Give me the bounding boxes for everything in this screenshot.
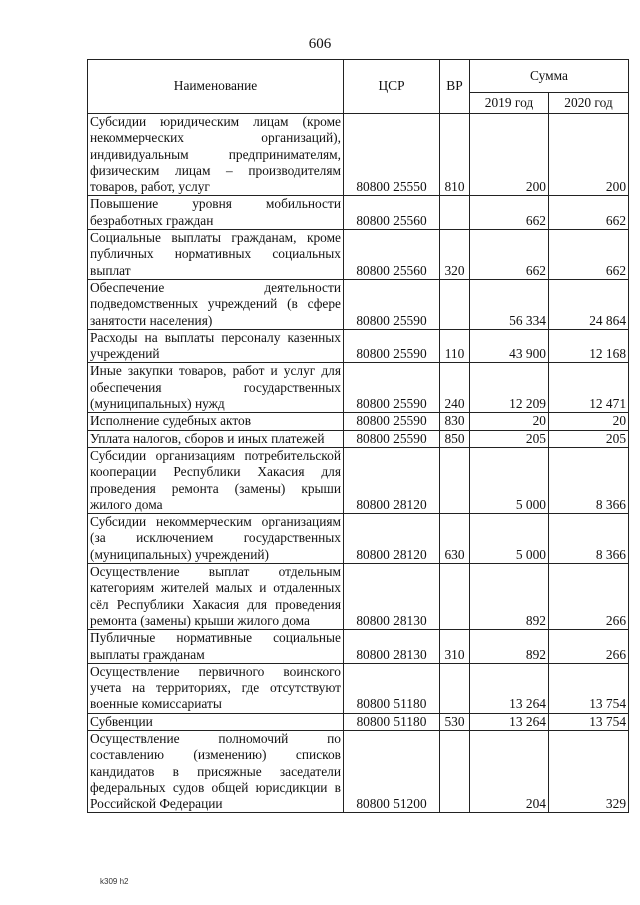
row-sum-2019: 12 209 (470, 363, 549, 413)
table-row (88, 279, 629, 329)
row-vr: 110 (440, 329, 470, 363)
table-row (88, 430, 629, 447)
row-name: Повышение уровня мобильности безработных граждан (88, 196, 344, 230)
row-vr: 240 (440, 363, 470, 413)
header-vr: ВР (440, 60, 470, 114)
page-number: 606 (308, 36, 332, 52)
row-csr: 80800 25590 (344, 430, 440, 447)
row-name: Исполнение судебных актов (88, 413, 344, 430)
row-vr (440, 447, 470, 513)
row-sum-2020: 662 (549, 230, 629, 280)
row-csr: 80800 28120 (344, 514, 440, 564)
table-row (88, 447, 629, 513)
table-row (88, 630, 629, 664)
row-name: Обеспечение деятельности подведомственных учреждений (в сфере занятости населения) (88, 279, 344, 329)
row-csr: 80800 25560 (344, 230, 440, 280)
row-csr: 80800 28120 (344, 447, 440, 513)
row-vr (440, 663, 470, 713)
table-row (88, 230, 629, 280)
row-vr (440, 279, 470, 329)
row-csr: 80800 25550 (344, 114, 440, 196)
row-name: Осуществление полномочий по составлению (изменению) списков кандидатов в присяжные заседатели федеральных судов общей юрисдикции в Российской Федерации (88, 730, 344, 812)
header-year-2020: 2020 год (549, 93, 629, 114)
table-row (88, 413, 629, 430)
row-vr: 530 (440, 713, 470, 730)
row-csr: 80800 25590 (344, 363, 440, 413)
row-vr: 320 (440, 230, 470, 280)
row-vr (440, 196, 470, 230)
row-sum-2019: 662 (470, 196, 549, 230)
row-sum-2020: 13 754 (549, 713, 629, 730)
header-sum: Сумма (470, 60, 629, 93)
row-sum-2019: 13 264 (470, 713, 549, 730)
header-name: Наименование (88, 60, 344, 114)
row-sum-2019: 56 334 (470, 279, 549, 329)
row-vr: 310 (440, 630, 470, 664)
row-sum-2020: 12 168 (549, 329, 629, 363)
row-sum-2019: 13 264 (470, 663, 549, 713)
row-name: Публичные нормативные социальные выплаты гражданам (88, 630, 344, 664)
row-name: Иные закупки товаров, работ и услуг для обеспечения государственных (муниципальных) нужд (88, 363, 344, 413)
row-sum-2020: 24 864 (549, 279, 629, 329)
row-sum-2020: 20 (549, 413, 629, 430)
row-sum-2020: 8 366 (549, 447, 629, 513)
row-sum-2019: 662 (470, 230, 549, 280)
row-csr: 80800 25590 (344, 279, 440, 329)
row-csr: 80800 25560 (344, 196, 440, 230)
row-sum-2020: 266 (549, 564, 629, 630)
row-name: Субвенции (88, 713, 344, 730)
table-row (88, 329, 629, 363)
budget-table (87, 59, 629, 813)
row-name: Субсидии юридическим лицам (кроме некоммерческих организаций), индивидуальным предпринимателям, физическим лицам – производителям товаров, работ, услуг (88, 114, 344, 196)
row-name: Осуществление выплат отдельным категориям жителей малых и отдаленных сёл Республики Хакасия для проведения ремонта (замены) крыши жилого дома (88, 564, 344, 630)
row-sum-2019: 5 000 (470, 514, 549, 564)
row-csr: 80800 51180 (344, 663, 440, 713)
row-sum-2020: 12 471 (549, 363, 629, 413)
row-vr: 830 (440, 413, 470, 430)
row-sum-2019: 43 900 (470, 329, 549, 363)
row-name: Уплата налогов, сборов и иных платежей (88, 430, 344, 447)
row-name: Субсидии организациям потребительской кооперации Республики Хакасия для проведения ремонта (замены) крыши жилого дома (88, 447, 344, 513)
table-row (88, 564, 629, 630)
row-csr: 80800 25590 (344, 329, 440, 363)
row-sum-2020: 13 754 (549, 663, 629, 713)
header-csr: ЦСР (344, 60, 440, 114)
table-row (88, 730, 629, 812)
row-vr (440, 564, 470, 630)
row-sum-2019: 5 000 (470, 447, 549, 513)
row-csr: 80800 28130 (344, 564, 440, 630)
table-row (88, 663, 629, 713)
row-sum-2019: 20 (470, 413, 549, 430)
row-csr: 80800 51200 (344, 730, 440, 812)
row-sum-2019: 204 (470, 730, 549, 812)
row-name: Осуществление первичного воинского учета на территориях, где отсутствуют военные комиссариаты (88, 663, 344, 713)
row-sum-2019: 200 (470, 114, 549, 196)
header-year-2019: 2019 год (470, 93, 549, 114)
row-sum-2020: 662 (549, 196, 629, 230)
table-row (88, 196, 629, 230)
row-sum-2019: 892 (470, 630, 549, 664)
row-sum-2020: 266 (549, 630, 629, 664)
row-name: Субсидии некоммерческим организациям (за исключением государственных (муниципальных) учреждений) (88, 514, 344, 564)
row-sum-2019: 205 (470, 430, 549, 447)
row-sum-2020: 200 (549, 114, 629, 196)
footer-code: k309 h2 (100, 877, 129, 886)
row-vr: 850 (440, 430, 470, 447)
row-csr: 80800 25590 (344, 413, 440, 430)
row-csr: 80800 51180 (344, 713, 440, 730)
row-csr: 80800 28130 (344, 630, 440, 664)
row-name: Социальные выплаты гражданам, кроме публичных нормативных социальных выплат (88, 230, 344, 280)
table-row (88, 514, 629, 564)
row-sum-2019: 892 (470, 564, 549, 630)
table-row (88, 363, 629, 413)
row-vr (440, 730, 470, 812)
row-vr: 630 (440, 514, 470, 564)
row-name: Расходы на выплаты персоналу казенных учреждений (88, 329, 344, 363)
row-sum-2020: 205 (549, 430, 629, 447)
row-vr: 810 (440, 114, 470, 196)
row-sum-2020: 8 366 (549, 514, 629, 564)
table-row (88, 713, 629, 730)
table-row (88, 114, 629, 196)
row-sum-2020: 329 (549, 730, 629, 812)
